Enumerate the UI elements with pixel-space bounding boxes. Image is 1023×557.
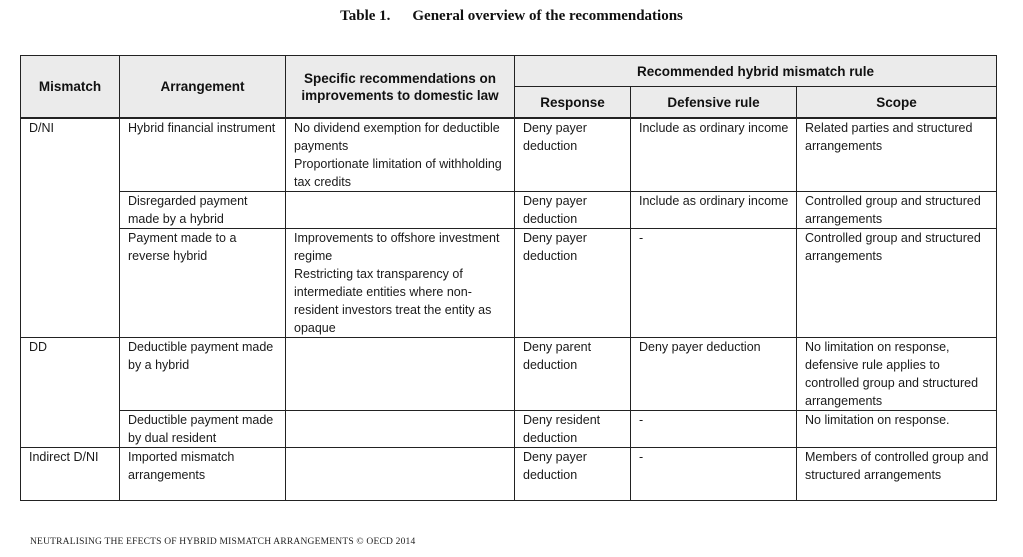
cell-response: Deny resident deduction xyxy=(515,411,631,448)
table-row xyxy=(21,229,997,338)
header-arrangement: Arrangement xyxy=(120,56,286,119)
table-row xyxy=(21,192,997,229)
table-row xyxy=(21,411,997,448)
cell-specific xyxy=(286,448,515,501)
cell-defensive: Include as ordinary income xyxy=(631,118,797,192)
page-footer: NEUTRALISING THE EFECTS OF HYBRID MISMATCH ARRANGEMENTS © OECD 2014 xyxy=(30,537,416,547)
cell-specific xyxy=(286,192,515,229)
cell-response: Deny payer deduction xyxy=(515,448,631,501)
cell-arrangement: Payment made to a reverse hybrid xyxy=(120,229,286,338)
specific-line: No dividend exemption for deductible payments xyxy=(294,121,500,153)
table-row xyxy=(21,338,997,411)
header-scope: Scope xyxy=(797,87,997,119)
header-specific-recommendations: Specific recommendations on improvements to domestic law xyxy=(286,56,515,119)
cell-response: Deny payer deduction xyxy=(515,192,631,229)
table-row xyxy=(21,448,997,501)
cell-specific xyxy=(286,411,515,448)
cell-arrangement: Deductible payment made by dual resident xyxy=(120,411,286,448)
cell-response: Deny parent deduction xyxy=(515,338,631,411)
specific-line: Restricting tax transparency of intermediate entities where non-resident investors treat the entity as opaque xyxy=(294,267,492,335)
cell-mismatch: D/NI xyxy=(21,118,120,338)
specific-line: Improvements to offshore investment regime xyxy=(294,231,500,263)
cell-response: Deny payer deduction xyxy=(515,118,631,192)
specific-line: Proportionate limitation of withholding tax credits xyxy=(294,157,502,189)
cell-scope: Controlled group and structured arrangements xyxy=(797,192,997,229)
table-title-text: General overview of the recommendations xyxy=(412,8,683,24)
cell-mismatch: DD xyxy=(21,338,120,448)
recommendations-table xyxy=(20,55,997,501)
cell-scope: No limitation on response, defensive rule applies to controlled group and structured arrangements xyxy=(797,338,997,411)
cell-specific xyxy=(286,229,515,338)
cell-defensive: - xyxy=(631,229,797,338)
header-response: Response xyxy=(515,87,631,119)
cell-defensive: Include as ordinary income xyxy=(631,192,797,229)
header-recommended-rule: Recommended hybrid mismatch rule xyxy=(515,56,997,87)
cell-scope: No limitation on response. xyxy=(797,411,997,448)
header-mismatch: Mismatch xyxy=(21,56,120,119)
table-row xyxy=(21,118,997,192)
table-title xyxy=(0,8,1023,25)
header-defensive-rule: Defensive rule xyxy=(631,87,797,119)
cell-scope: Controlled group and structured arrangements xyxy=(797,229,997,338)
cell-specific xyxy=(286,118,515,192)
cell-defensive: - xyxy=(631,448,797,501)
cell-arrangement: Disregarded payment made by a hybrid xyxy=(120,192,286,229)
cell-specific xyxy=(286,338,515,411)
cell-arrangement: Imported mismatch arrangements xyxy=(120,448,286,501)
cell-defensive: Deny payer deduction xyxy=(631,338,797,411)
cell-arrangement: Hybrid financial instrument xyxy=(120,118,286,192)
cell-response: Deny payer deduction xyxy=(515,229,631,338)
cell-scope: Related parties and structured arrangements xyxy=(797,118,997,192)
cell-scope: Members of controlled group and structured arrangements xyxy=(797,448,997,501)
cell-arrangement: Deductible payment made by a hybrid xyxy=(120,338,286,411)
table-number: Table 1. xyxy=(340,8,391,24)
cell-defensive: - xyxy=(631,411,797,448)
cell-mismatch: Indirect D/NI xyxy=(21,448,120,501)
